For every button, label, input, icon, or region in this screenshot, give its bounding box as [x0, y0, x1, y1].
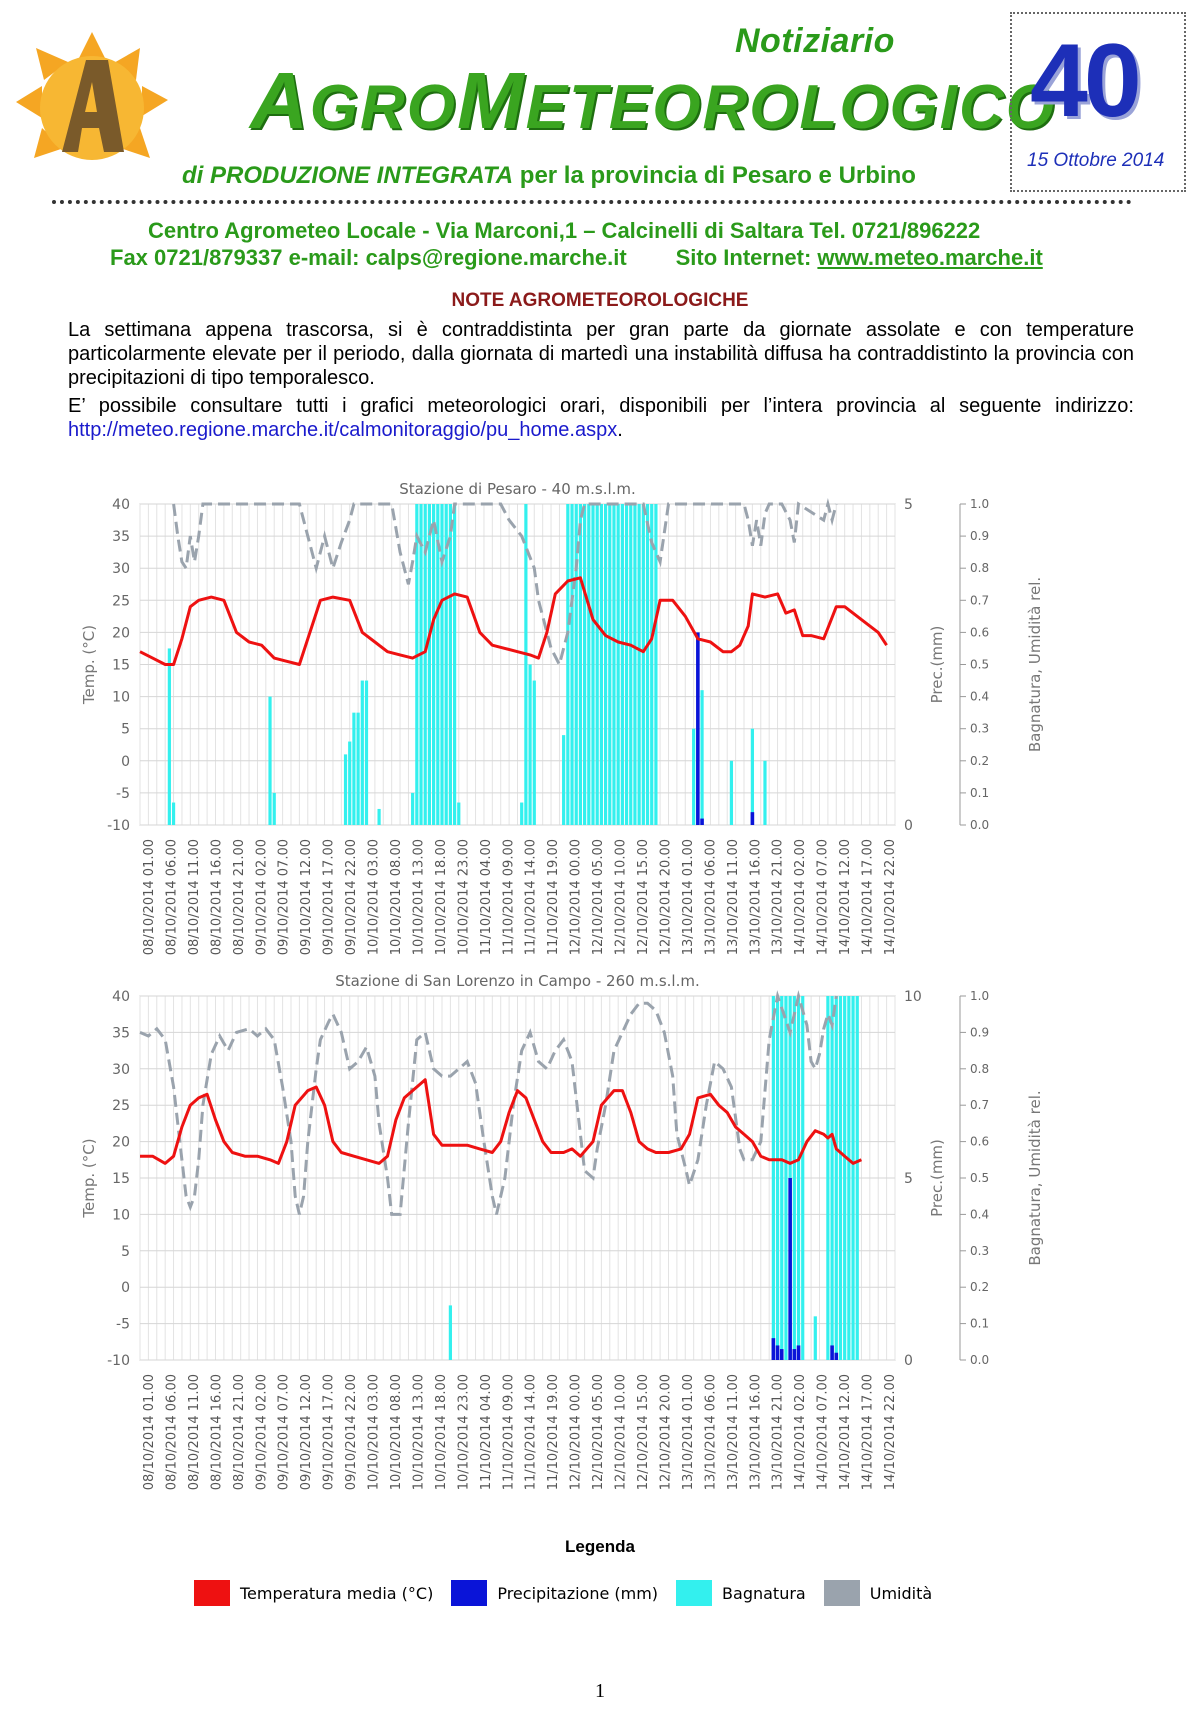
wetness-bar	[617, 504, 620, 825]
x-tick-label: 08/10/2014 21.00	[231, 1374, 247, 1491]
x-tick-label: 10/10/2014 03.00	[366, 839, 382, 956]
x-tick-label: 08/10/2014 16.00	[209, 839, 225, 956]
monitoring-link[interactable]: http://meteo.regione.marche.it/calmonitoraggio/pu_home.aspx	[68, 419, 618, 441]
y-tick-label: 10	[112, 689, 130, 706]
issue-number: 40	[1030, 23, 1138, 139]
wetness-bar	[600, 504, 603, 825]
x-tick-label: 09/10/2014 07.00	[276, 1374, 292, 1491]
wetness-bar	[625, 504, 628, 825]
y-axis-title: Temp. (°C)	[80, 624, 98, 705]
x-tick-label: 09/10/2014 12.00	[299, 839, 315, 956]
logo-sun-icon	[12, 30, 172, 180]
wetness-bar	[633, 504, 636, 825]
y-tick-label: 20	[112, 1134, 130, 1151]
header-divider	[52, 200, 1132, 204]
website-link[interactable]: www.meteo.marche.it	[817, 245, 1043, 270]
wetness-bar	[772, 996, 775, 1360]
wetness-bar	[436, 504, 439, 825]
x-tick-label: 14/10/2014 02.00	[793, 1374, 809, 1491]
x-tick-label: 09/10/2014 07.00	[276, 839, 292, 956]
wetness-bar	[751, 729, 754, 825]
precipitation-bar	[751, 812, 755, 825]
precipitation-bar	[772, 1338, 776, 1360]
x-tick-label: 09/10/2014 02.00	[254, 839, 270, 956]
precipitation-bar	[788, 1178, 792, 1360]
y-tick-label: -10	[107, 1353, 130, 1369]
y-axis-title: Temp. (°C)	[80, 1138, 98, 1218]
x-tick-label: 11/10/2014 04.00	[478, 839, 494, 956]
rel-tick-label: 0.8	[970, 561, 990, 576]
wetness-bar	[692, 729, 695, 825]
x-tick-label: 09/10/2014 12.00	[299, 1374, 315, 1491]
rel-tick-label: 0.6	[970, 1134, 990, 1149]
rel-tick-label: 0.3	[970, 721, 990, 736]
notes-title: NOTE AGROMETEOROLOGICHE	[451, 290, 749, 311]
y-tick-label: 5	[121, 721, 130, 738]
legend-swatch-precipitation	[451, 1580, 487, 1606]
y-tick-label: 15	[112, 1171, 130, 1187]
precipitation-bar	[696, 632, 700, 825]
masthead-title: AGROMETEOROLOGICO	[250, 56, 1057, 145]
issue-date: 15 Ottobre 2014	[1027, 150, 1165, 171]
contact-address: Centro Agrometeo Locale - Via Marconi,1 – Calcinelli di Saltara Tel. 0721/896222	[148, 218, 981, 243]
x-tick-label: 14/10/2014 17.00	[860, 839, 876, 956]
wetness-bar	[604, 504, 607, 825]
wetness-bar	[801, 996, 804, 1360]
rel-tick-label: 1.0	[970, 497, 990, 511]
wetness-bar	[168, 648, 171, 825]
wetness-bar	[348, 742, 351, 825]
wetness-bar	[847, 996, 850, 1360]
wetness-bar	[562, 735, 565, 825]
wetness-bar	[776, 996, 779, 1360]
wetness-bar	[763, 761, 766, 825]
x-tick-label: 14/10/2014 22.00	[883, 1374, 898, 1491]
wetness-bar	[415, 504, 418, 825]
rel-tick-label: 0.4	[970, 1207, 990, 1222]
wetness-bar	[835, 996, 838, 1360]
wetness-bar	[826, 996, 829, 1360]
rel-tick-label: 0.1	[970, 785, 990, 800]
x-tick-label: 11/10/2014 14.00	[523, 839, 539, 956]
x-tick-label: 14/10/2014 22.00	[883, 839, 898, 956]
x-tick-label: 12/10/2014 00.00	[568, 1374, 584, 1491]
wetness-bar	[621, 504, 624, 825]
x-tick-label: 14/10/2014 07.00	[815, 839, 831, 956]
x-tick-label: 12/10/2014 20.00	[658, 839, 674, 956]
wetness-bar	[365, 681, 368, 825]
wetness-bar	[587, 504, 590, 825]
x-tick-label: 10/10/2014 08.00	[389, 1374, 404, 1491]
wetness-bar	[352, 713, 355, 825]
y-tick-label: 0	[121, 753, 130, 770]
y-tick-label: 40	[112, 989, 130, 1005]
legend-label-precipitation: Precipitazione (mm)	[497, 1583, 659, 1603]
wetness-bar	[579, 504, 582, 825]
chart-pesaro	[72, 478, 1132, 973]
x-tick-label: 13/10/2014 06.00	[703, 839, 719, 956]
wetness-bar	[344, 754, 347, 825]
x-tick-label: 13/10/2014 16.00	[748, 1374, 764, 1491]
prec-tick-label: 5	[904, 497, 913, 513]
chart-title: Stazione di Pesaro - 40 m.s.l.m.	[399, 480, 636, 498]
legend	[194, 1578, 950, 1608]
x-tick-label: 10/10/2014 18.00	[433, 839, 449, 956]
wetness-bar	[814, 1316, 817, 1360]
rel-tick-label: 0.7	[970, 1098, 990, 1113]
wetness-bar	[629, 504, 632, 825]
x-tick-label: 12/10/2014 05.00	[591, 839, 607, 956]
x-tick-label: 08/10/2014 21.00	[231, 839, 247, 956]
x-tick-label: 14/10/2014 07.00	[815, 1374, 831, 1491]
notes-paragraph: La settimana appena trascorsa, si è contraddistinta per gran parte da giornate assolate e con temperature particolarmente elevate per il periodo, dalla giornata di martedì una instabilità diffusa ha contraddistinto la provincia con precipitazioni di tipo temporalesco.	[68, 319, 1134, 389]
rel-tick-label: 0.0	[970, 1353, 990, 1367]
wetness-bar	[268, 697, 271, 825]
wetness-bar	[797, 996, 800, 1360]
x-tick-label: 10/10/2014 03.00	[366, 1374, 382, 1491]
x-tick-label: 11/10/2014 09.00	[501, 839, 517, 956]
y-tick-label: 0	[121, 1280, 130, 1297]
wetness-bar	[357, 713, 360, 825]
x-tick-label: 08/10/2014 01.00	[142, 839, 157, 956]
rel-tick-label: 0.7	[970, 593, 990, 608]
y-tick-label: -5	[116, 785, 130, 802]
y-tick-label: 25	[112, 1098, 130, 1115]
x-tick-label: 10/10/2014 18.00	[433, 1374, 449, 1491]
wetness-bar	[851, 996, 854, 1360]
x-tick-label: 10/10/2014 23.00	[456, 1374, 472, 1491]
precipitation-bar	[776, 1345, 780, 1360]
x-tick-label: 08/10/2014 16.00	[209, 1374, 225, 1491]
wetness-bar	[646, 504, 649, 825]
x-tick-label: 09/10/2014 22.00	[344, 839, 360, 956]
x-tick-label: 14/10/2014 12.00	[838, 1374, 854, 1491]
wetness-bar	[457, 803, 460, 825]
x-tick-label: 12/10/2014 10.00	[613, 839, 629, 956]
y-tick-label: 10	[112, 1207, 130, 1224]
x-tick-label: 13/10/2014 16.00	[748, 839, 764, 956]
precipitation-bar	[834, 1353, 838, 1360]
x-tick-label: 13/10/2014 01.00	[680, 839, 696, 956]
x-tick-label: 08/10/2014 01.00	[142, 1374, 157, 1491]
legend-item-wetness	[676, 1580, 806, 1606]
x-tick-label: 14/10/2014 17.00	[860, 1374, 876, 1491]
prec-tick-label: 10	[904, 989, 922, 1005]
x-tick-label: 11/10/2014 19.00	[546, 839, 562, 956]
y-tick-label: 15	[112, 657, 130, 674]
y-tick-label: 30	[112, 1061, 130, 1078]
wetness-bar	[453, 504, 456, 825]
rel-tick-label: 0.3	[970, 1243, 990, 1258]
x-tick-label: 09/10/2014 22.00	[344, 1374, 360, 1491]
precipitation-bar	[780, 1349, 784, 1360]
rel-tick-label: 0.5	[970, 657, 990, 672]
wetness-bar	[596, 504, 599, 825]
x-tick-label: 11/10/2014 14.00	[523, 1374, 539, 1491]
wetness-bar	[650, 504, 653, 825]
wetness-bar	[793, 996, 796, 1360]
wetness-bar	[449, 504, 452, 825]
masthead-subtitle: di PRODUZIONE INTEGRATA per la provincia di Pesaro e Urbino	[182, 162, 916, 189]
rel-tick-label: 0.9	[970, 1025, 990, 1040]
x-tick-label: 12/10/2014 15.00	[636, 1374, 651, 1491]
y-tick-label: -10	[107, 818, 130, 834]
x-tick-label: 11/10/2014 19.00	[546, 1374, 562, 1491]
chart-san-lorenzo	[72, 970, 1132, 1520]
wetness-bar	[612, 504, 615, 825]
prec-tick-label: 0	[904, 1353, 913, 1369]
y-tick-label: 40	[112, 497, 130, 513]
x-tick-label: 09/10/2014 17.00	[321, 1374, 337, 1491]
x-tick-label: 14/10/2014 02.00	[793, 839, 809, 956]
wetness-bar	[856, 996, 859, 1360]
x-tick-label: 12/10/2014 15.00	[636, 839, 651, 956]
rel-tick-label: 0.6	[970, 625, 990, 640]
x-tick-label: 12/10/2014 00.00	[568, 839, 584, 956]
wetness-bar	[449, 1305, 452, 1360]
x-tick-label: 13/10/2014 01.00	[680, 1374, 696, 1491]
rel-tick-label: 0.2	[970, 753, 990, 768]
notiziario-label: Notiziario	[735, 22, 895, 60]
prec-axis-title: Prec.(mm)	[928, 625, 946, 704]
precipitation-bar	[793, 1349, 797, 1360]
legend-swatch-humidity	[824, 1580, 860, 1606]
legend-swatch-wetness	[676, 1580, 712, 1606]
chart-pesaro-svg	[72, 478, 1132, 973]
rel-tick-label: 0.0	[970, 818, 990, 832]
wetness-bar	[780, 996, 783, 1360]
wetness-bar	[638, 504, 641, 825]
y-tick-label: 5	[121, 1243, 130, 1260]
y-tick-label: 30	[112, 561, 130, 578]
x-tick-label: 12/10/2014 20.00	[658, 1374, 674, 1491]
rel-tick-label: 0.8	[970, 1061, 990, 1076]
x-tick-label: 08/10/2014 11.00	[186, 1374, 202, 1491]
y-tick-label: 35	[112, 1025, 130, 1042]
rel-tick-label: 0.1	[970, 1316, 990, 1331]
wetness-bar	[377, 809, 380, 825]
prec-tick-label: 5	[904, 1171, 913, 1187]
x-tick-label: 08/10/2014 11.00	[186, 839, 202, 956]
rel-tick-label: 0.9	[970, 529, 990, 544]
wetness-bar	[730, 761, 733, 825]
x-tick-label: 11/10/2014 04.00	[478, 1374, 494, 1491]
x-tick-label: 13/10/2014 06.00	[703, 1374, 719, 1491]
rel-tick-label: 0.2	[970, 1280, 990, 1295]
y-tick-label: 20	[112, 625, 130, 642]
wetness-bar	[784, 996, 787, 1360]
legend-label-wetness: Bagnatura	[722, 1583, 806, 1603]
wetness-bar	[520, 803, 523, 825]
legend-item-temperature	[194, 1580, 433, 1606]
wetness-bar	[361, 681, 364, 825]
x-tick-label: 14/10/2014 12.00	[838, 839, 854, 956]
x-tick-label: 10/10/2014 08.00	[389, 839, 404, 956]
x-tick-label: 10/10/2014 13.00	[411, 1374, 427, 1491]
legend-swatch-temperature	[194, 1580, 230, 1606]
wetness-bar	[654, 504, 657, 825]
wetness-bar	[419, 504, 422, 825]
prec-tick-label: 0	[904, 818, 913, 834]
legend-label-temperature: Temperatura media (°C)	[240, 1583, 434, 1603]
x-tick-label: 09/10/2014 17.00	[321, 839, 337, 956]
wetness-bar	[839, 996, 842, 1360]
contact-fax-email: Fax 0721/879337 e-mail: calps@regione.marche.it Sito Internet: www.meteo.marche.it	[110, 245, 1043, 270]
wetness-bar	[411, 793, 414, 825]
wetness-bar	[830, 996, 833, 1360]
wetness-bar	[591, 504, 594, 825]
legend-item-humidity	[824, 1580, 932, 1606]
legend-label-humidity: Umidità	[869, 1583, 933, 1603]
wetness-bar	[843, 996, 846, 1360]
legend-item-precipitation	[451, 1580, 658, 1606]
chart-title: Stazione di San Lorenzo in Campo - 260 m.s.l.m.	[335, 972, 700, 990]
legend-title: Legenda	[565, 1537, 635, 1556]
wetness-bar	[172, 803, 175, 825]
wetness-bar	[428, 504, 431, 825]
rel-tick-label: 0.4	[970, 689, 990, 704]
wetness-bar	[445, 504, 448, 825]
wetness-bar	[273, 793, 276, 825]
x-tick-label: 13/10/2014 11.00	[725, 1374, 741, 1491]
x-tick-label: 10/10/2014 13.00	[411, 839, 427, 956]
wetness-bar	[566, 504, 569, 825]
x-tick-label: 13/10/2014 21.00	[770, 839, 786, 956]
wetness-bar	[570, 504, 573, 825]
precipitation-bar	[830, 1345, 834, 1360]
rel-tick-label: 0.5	[970, 1171, 990, 1185]
wetness-bar	[432, 504, 435, 825]
x-tick-label: 10/10/2014 23.00	[456, 839, 472, 956]
wetness-bar	[583, 504, 586, 825]
x-tick-label: 13/10/2014 11.00	[725, 839, 741, 956]
rel-axis-title: Bagnatura, Umidità rel.	[1026, 1090, 1044, 1266]
y-tick-label: 35	[112, 529, 130, 546]
wetness-bar	[642, 504, 645, 825]
y-tick-label: 25	[112, 593, 130, 610]
logo	[12, 30, 172, 180]
chart-san-lorenzo-svg	[72, 970, 1132, 1520]
rel-axis-title: Bagnatura, Umidità rel.	[1026, 576, 1044, 753]
page-number: 1	[595, 1680, 605, 1702]
x-tick-label: 11/10/2014 09.00	[501, 1374, 517, 1491]
x-tick-label: 08/10/2014 06.00	[164, 839, 180, 956]
x-tick-label: 09/10/2014 02.00	[254, 1374, 270, 1491]
wetness-bar	[608, 504, 611, 825]
x-tick-label: 13/10/2014 21.00	[770, 1374, 786, 1491]
x-tick-label: 08/10/2014 06.00	[164, 1374, 180, 1491]
x-tick-label: 12/10/2014 10.00	[613, 1374, 629, 1491]
precipitation-bar	[797, 1345, 801, 1360]
rel-tick-label: 1.0	[970, 989, 990, 1003]
wetness-bar	[700, 690, 703, 825]
wetness-bar	[528, 665, 531, 826]
precipitation-bar	[700, 819, 704, 825]
y-tick-label: -5	[116, 1316, 130, 1333]
notes-link-paragraph: E’ possibile consultare tutti i grafici meteorologici orari, disponibili per l’intera provincia al seguente indirizzo: http://meteo.regione.marche.it/calmonitoraggio/pu_home.aspx.	[68, 395, 1134, 441]
prec-axis-title: Prec.(mm)	[928, 1139, 946, 1217]
wetness-bar	[440, 504, 443, 825]
wetness-bar	[533, 681, 536, 825]
x-tick-label: 12/10/2014 05.00	[591, 1374, 607, 1491]
